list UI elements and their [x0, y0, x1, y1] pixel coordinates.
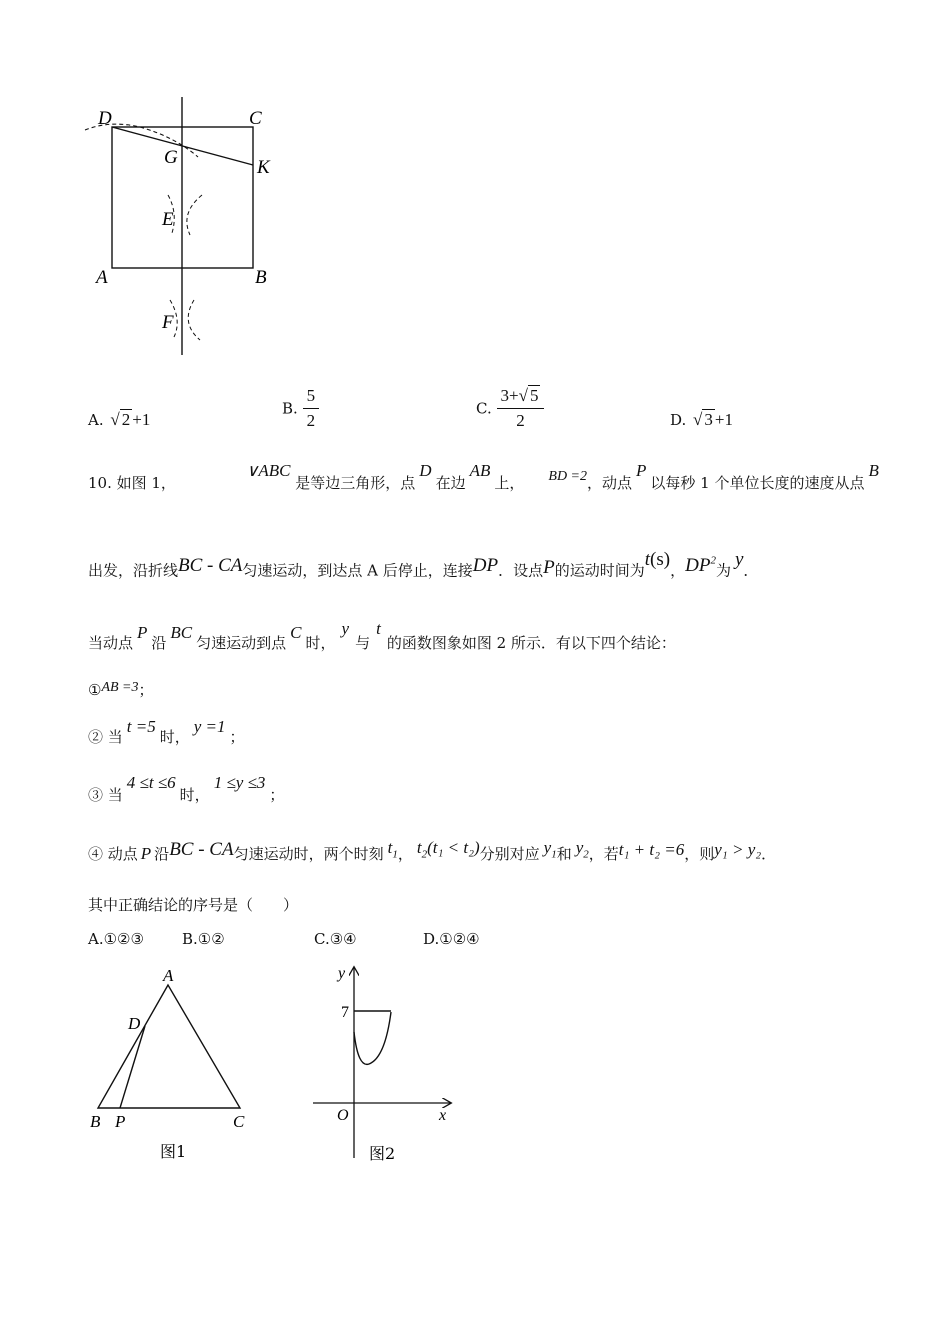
conclusion-2 [88, 717, 245, 750]
label-p: P [115, 1112, 126, 1131]
point-d: D [419, 461, 432, 480]
subscript: 2 [583, 848, 589, 861]
text: 以每秒 1 个单位长度的速度从点 [650, 474, 865, 492]
text: ； [138, 681, 154, 699]
label-k: K [257, 157, 270, 178]
t-symbol: t [387, 838, 393, 857]
text: 匀速运动，到达点 A 后停止，连接 [242, 561, 473, 580]
unit-s: (s) [650, 549, 671, 571]
expr-t-equals: t =5 [126, 717, 156, 736]
segment-ab: AB [469, 461, 491, 480]
value-y2 [575, 838, 589, 861]
sum-equation: t₁ + t₂ =6 [618, 840, 685, 859]
variable-t: t [376, 619, 381, 638]
denominator: 2 [516, 411, 525, 430]
label-c: C [233, 1112, 245, 1131]
label-g: G [164, 147, 178, 168]
text: 上， [494, 474, 525, 492]
text: ，则 [684, 845, 715, 863]
text: 时， [159, 728, 190, 746]
q10-number: 10. 如图 1， [88, 474, 176, 492]
subscript: 1 [551, 848, 557, 861]
text: ，若 [588, 845, 619, 863]
label-d: D [98, 108, 112, 129]
question-prompt: 其中正确结论的序号是（ ） [88, 896, 299, 914]
text: 匀速运动到点 [196, 634, 287, 652]
arc-e-right [187, 195, 202, 235]
point-p: P [543, 557, 555, 579]
point-p: P [140, 844, 152, 863]
bd-equals: BD =2 [548, 469, 587, 484]
expr-t-range: 4 ≤t ≤6 [126, 773, 176, 792]
text: 当动点 [88, 634, 134, 652]
numerator: 5 [303, 386, 320, 409]
conclusion-4 [88, 840, 776, 868]
dashed-arc-dg [85, 124, 198, 157]
radicand: 3 [704, 410, 713, 429]
text: ．设点 [498, 561, 544, 580]
label-origin: O [337, 1107, 349, 1124]
q9-option-d[interactable]: D. √ 3 +1 [670, 410, 733, 429]
point-c: C [290, 623, 302, 642]
option-letter: C. [476, 399, 492, 418]
figure1-triangle [85, 962, 260, 1172]
text: 是等边三角形，点 [295, 474, 416, 492]
label-b: B [255, 267, 267, 288]
text: ． [743, 561, 759, 580]
text: ， [670, 561, 686, 580]
text: 时， [305, 634, 336, 652]
result-inequality: y₁ > y₂ [714, 840, 762, 859]
conclusion-mark: ② 当 [88, 728, 123, 746]
variable-y: y [734, 549, 744, 571]
time-t1 [387, 838, 398, 861]
segment-dp-line [120, 1026, 145, 1108]
text: 和 [556, 845, 572, 863]
text: ． [761, 845, 777, 863]
triangle-abc: ∨ABC [245, 461, 291, 480]
condition-t1-lt-t2: (t₁ < t₂) [427, 838, 480, 857]
numerator-prefix: 3+ [500, 386, 519, 405]
conclusion-3 [88, 773, 285, 808]
q10-line2 [88, 549, 759, 580]
dp-squared [685, 555, 716, 576]
q9-option-b[interactable] [282, 386, 319, 431]
text: 沿 [154, 845, 170, 863]
time-t: t [644, 549, 651, 571]
subscript: 1 [392, 848, 398, 861]
conclusion-mark: ③ 当 [88, 786, 123, 804]
conclusion-expr: AB =3 [101, 680, 139, 695]
text: 与 [355, 634, 371, 652]
triangle-abc-shape [98, 985, 240, 1108]
value-y1 [543, 838, 557, 861]
text: ； [229, 728, 245, 746]
label-d: D [128, 1014, 141, 1033]
expr-y-equals: y =1 [193, 717, 226, 736]
figure1-caption: 图1 [160, 1142, 187, 1161]
fraction [303, 386, 320, 431]
option-rest: +1 [132, 410, 151, 429]
text: 时， [179, 786, 210, 804]
label-a: A [96, 267, 108, 288]
fraction: $\frac{3+√ 5}{2}$ [497, 386, 545, 431]
q9-option-a[interactable]: A. √ 2 +1 [88, 410, 151, 429]
subscript: 2 [421, 848, 428, 861]
option-letter: B. [282, 399, 298, 418]
label-seven: 7 [341, 1004, 349, 1021]
q10-line1 [88, 461, 879, 496]
label-x: x [439, 1107, 447, 1124]
option-rest: +1 [714, 410, 733, 429]
figure2-graph [305, 958, 465, 1173]
function-curve [354, 1012, 391, 1064]
q10-option-b[interactable]: B.①② [182, 930, 225, 948]
text: ， [397, 845, 413, 863]
q10-option-d[interactable]: D.①②④ [423, 930, 480, 948]
radicand: 2 [121, 410, 131, 429]
exponent: 2 [710, 555, 716, 567]
square-construction-figure [80, 95, 300, 365]
q10-option-a[interactable]: A.①②③ [88, 930, 144, 948]
text: 分别对应 [479, 845, 540, 863]
conclusion-mark: ① [88, 681, 102, 699]
t-symbol: t [416, 838, 422, 857]
q10-option-c[interactable]: C.③④ [314, 930, 357, 948]
option-letter: A. [88, 411, 104, 429]
arc-f-right [188, 300, 200, 340]
text: 沿 [151, 634, 167, 652]
segment-dp: DP [472, 555, 499, 577]
path-bc-ca: BC - CA [178, 555, 243, 577]
radicand: 5 [529, 386, 539, 405]
text: 在边 [435, 474, 466, 492]
label-e: E [162, 209, 174, 230]
point-p: P [636, 461, 647, 480]
y-symbol: y [575, 838, 584, 857]
label-y: y [338, 965, 346, 982]
segment-bc: BC [170, 623, 193, 642]
text: 为 [715, 561, 731, 580]
figure2-caption: 图2 [369, 1144, 396, 1163]
text: ； [269, 786, 285, 804]
label-f: F [162, 312, 174, 333]
label-b: B [90, 1112, 101, 1131]
y-symbol: y [543, 838, 552, 857]
denominator: 2 [306, 411, 316, 430]
q9-option-c[interactable] [476, 386, 544, 431]
dp-text: DP [685, 555, 711, 577]
label-a: A [163, 966, 174, 985]
point-p: P [137, 623, 148, 642]
text: 出发，沿折线 [88, 561, 179, 580]
conclusion-1 [88, 678, 154, 702]
text: 匀速运动时，两个时刻 [233, 845, 384, 863]
text: 的函数图象如图 2 所示．有以下四个结论： [386, 634, 676, 652]
text: 的运动时间为 [554, 561, 645, 580]
point-b: B [868, 461, 879, 480]
option-letter: D. [670, 411, 687, 429]
expr-y-range: 1 ≤y ≤3 [213, 773, 266, 792]
label-c: C [249, 108, 262, 129]
text: ，动点 [587, 474, 633, 492]
q10-line3 [88, 619, 676, 656]
time-t2 [416, 838, 428, 861]
path-bc-ca: BC - CA [169, 839, 234, 860]
conclusion-mark: ④ 动点 [88, 845, 138, 863]
variable-y: y [341, 619, 350, 638]
